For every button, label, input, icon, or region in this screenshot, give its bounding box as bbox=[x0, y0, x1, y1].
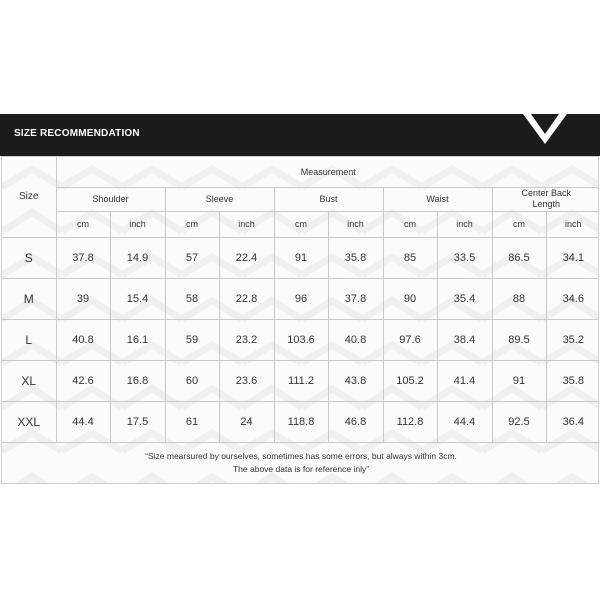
measurement-header: Measurement bbox=[56, 157, 599, 187]
table-cell: 86.5 bbox=[492, 237, 546, 278]
table-cell: 59 bbox=[165, 319, 219, 360]
table-cell: 34.1 bbox=[546, 237, 599, 278]
table-cell: 91 bbox=[274, 237, 328, 278]
size-label: M bbox=[2, 278, 56, 319]
table-cell: 118.8 bbox=[274, 401, 328, 442]
table-cell: 43.8 bbox=[328, 360, 383, 401]
table-cell: 60 bbox=[165, 360, 219, 401]
header-bar bbox=[0, 114, 600, 156]
table-cell: 16.1 bbox=[110, 319, 165, 360]
table-cell: 39 bbox=[56, 278, 110, 319]
table-cell: 17.5 bbox=[110, 401, 165, 442]
unit-header: inch bbox=[328, 211, 383, 237]
size-table-panel bbox=[1, 156, 599, 484]
table-cell: 58 bbox=[165, 278, 219, 319]
table-cell: 112.8 bbox=[383, 401, 437, 442]
table-row bbox=[2, 237, 599, 278]
unit-header: inch bbox=[110, 211, 165, 237]
table-cell: 23.2 bbox=[219, 319, 274, 360]
table-cell: 35.8 bbox=[546, 360, 599, 401]
size-label: XL bbox=[2, 360, 56, 401]
table-cell: 91 bbox=[492, 360, 546, 401]
table-row bbox=[2, 360, 599, 401]
table-cell: 97.6 bbox=[383, 319, 437, 360]
table-row bbox=[2, 278, 599, 319]
chevron-notch-icon bbox=[523, 114, 567, 146]
table-cell: 35.8 bbox=[328, 237, 383, 278]
table-cell: 90 bbox=[383, 278, 437, 319]
table-cell: 96 bbox=[274, 278, 328, 319]
table-cell: 14.9 bbox=[110, 237, 165, 278]
table-row bbox=[2, 319, 599, 360]
table-cell: 41.4 bbox=[437, 360, 492, 401]
table-cell: 15.4 bbox=[110, 278, 165, 319]
size-label: L bbox=[2, 319, 56, 360]
table-cell: 44.4 bbox=[437, 401, 492, 442]
group-header-waist: Waist bbox=[383, 187, 492, 211]
table-cell: 105.2 bbox=[383, 360, 437, 401]
table-cell: 89.5 bbox=[492, 319, 546, 360]
table-cell: 42.6 bbox=[56, 360, 110, 401]
table-cell: 37.8 bbox=[56, 237, 110, 278]
table-cell: 38.4 bbox=[437, 319, 492, 360]
table-cell: 36.4 bbox=[546, 401, 599, 442]
unit-header: cm bbox=[165, 211, 219, 237]
table-cell: 85 bbox=[383, 237, 437, 278]
group-header-sleeve: Sleeve bbox=[165, 187, 274, 211]
header-title: SIZE RECOMMENDATION bbox=[14, 128, 140, 139]
table-cell: 111.2 bbox=[274, 360, 328, 401]
table-cell: 37.8 bbox=[328, 278, 383, 319]
note-line-1: “Size mearsured by ourselves, sometimes has some errors, but always within 3cm. bbox=[145, 450, 457, 461]
table-cell: 35.4 bbox=[437, 278, 492, 319]
unit-header: cm bbox=[492, 211, 546, 237]
unit-header: cm bbox=[274, 211, 328, 237]
table-cell: 40.8 bbox=[56, 319, 110, 360]
unit-header: cm bbox=[56, 211, 110, 237]
group-header-center-back-length: Center Back Length bbox=[492, 187, 599, 211]
table-cell: 35.2 bbox=[546, 319, 599, 360]
table-cell: 22.4 bbox=[219, 237, 274, 278]
table-cell: 34.6 bbox=[546, 278, 599, 319]
table-cell: 61 bbox=[165, 401, 219, 442]
table-cell: 44.4 bbox=[56, 401, 110, 442]
unit-header: cm bbox=[383, 211, 437, 237]
unit-header: inch bbox=[546, 211, 599, 237]
table-cell: 16.8 bbox=[110, 360, 165, 401]
size-column-header: Size bbox=[2, 157, 56, 237]
unit-header: inch bbox=[437, 211, 492, 237]
table-cell: 103.6 bbox=[274, 319, 328, 360]
table-cell: 33.5 bbox=[437, 237, 492, 278]
table-cell: 46.8 bbox=[328, 401, 383, 442]
table-cell: 22.8 bbox=[219, 278, 274, 319]
table-cell: 24 bbox=[219, 401, 274, 442]
table-row bbox=[2, 401, 599, 442]
size-table bbox=[2, 157, 599, 483]
note-line-2: The above data is for reference inly” bbox=[232, 463, 370, 474]
unit-header: inch bbox=[219, 211, 274, 237]
table-cell: 57 bbox=[165, 237, 219, 278]
group-header-bust: Bust bbox=[274, 187, 383, 211]
table-cell: 88 bbox=[492, 278, 546, 319]
table-cell: 40.8 bbox=[328, 319, 383, 360]
size-label: XXL bbox=[2, 401, 56, 442]
table-cell: 92.5 bbox=[492, 401, 546, 442]
group-header-shoulder: Shoulder bbox=[56, 187, 165, 211]
size-label: S bbox=[2, 237, 56, 278]
table-cell: 23.6 bbox=[219, 360, 274, 401]
reference-note bbox=[2, 442, 599, 483]
